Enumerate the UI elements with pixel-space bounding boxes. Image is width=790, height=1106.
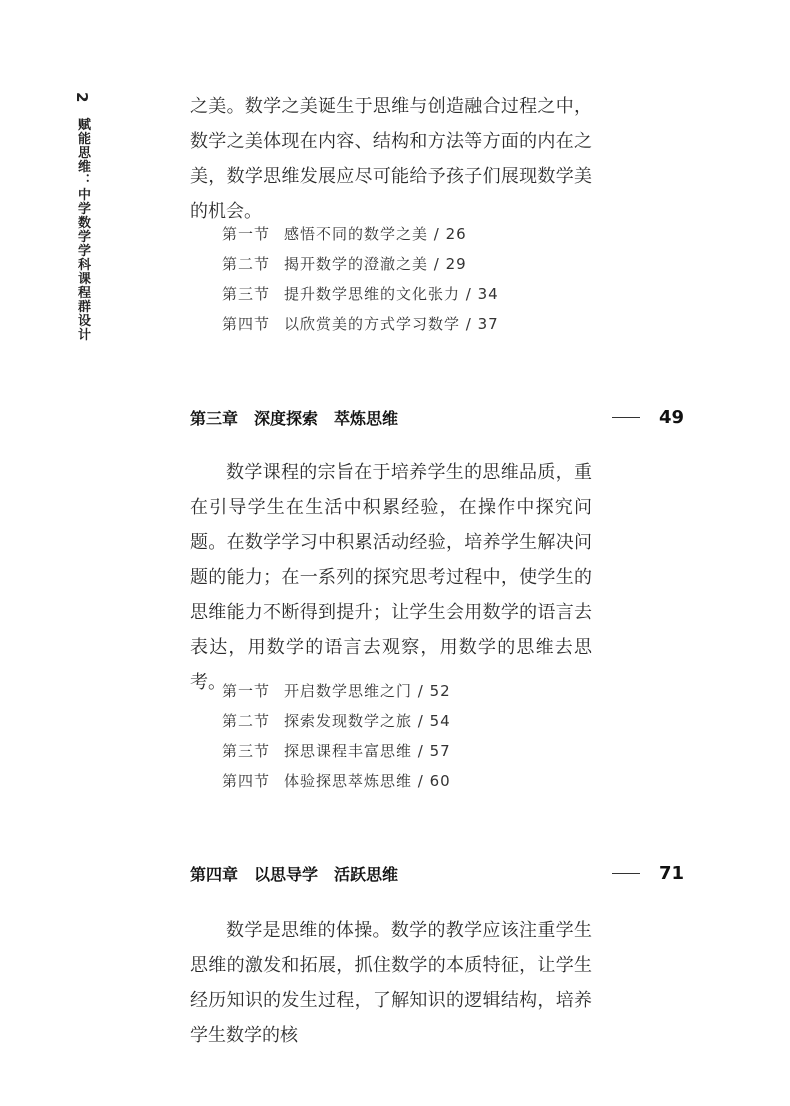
- section-title: 提升数学思维的文化张力 / 34: [284, 285, 499, 303]
- toc-entry[interactable]: [222, 766, 451, 796]
- chapter-page-number: 49: [658, 406, 684, 428]
- section-title: 探索发现数学之旅 / 54: [284, 712, 451, 730]
- chapter-heading-3[interactable]: [190, 402, 684, 432]
- paragraph-beauty-end: 之美。数学之美诞生于思维与创造融合过程之中，数学之美体现在内容、结构和方法等方面的内在之美，数学思维发展应尽可能给予孩子们展现数学美的机会。: [190, 96, 592, 222]
- section-title: 体验探思萃炼思维 / 60: [284, 772, 451, 790]
- section-title: 感悟不同的数学之美 / 26: [284, 225, 467, 243]
- section-label: 第三节: [222, 285, 271, 303]
- toc-entry[interactable]: [222, 219, 499, 249]
- leader-dash: [612, 873, 640, 874]
- section-label: 第四节: [222, 315, 271, 333]
- toc-entry[interactable]: [222, 249, 499, 279]
- section-title: 开启数学思维之门 / 52: [284, 682, 451, 700]
- section-label: 第三节: [222, 742, 271, 760]
- section-label: 第二节: [222, 712, 271, 730]
- paragraph-chapter3-intro: 数学课程的宗旨在于培养学生的思维品质，重在引导学生在生活中积累经验，在操作中探究问题。在数学学习中积累活动经验，培养学生解决问题的能力；在一系列的探究思考过程中，使学生的思维能力不断得到提升；让学生会用数学的语言去表达，用数学的语言去观察，用数学的思维去思考。: [190, 462, 592, 693]
- toc-entry[interactable]: [222, 706, 451, 736]
- toc-entry[interactable]: [222, 279, 499, 309]
- chapter-title: 第四章 以思导学 活跃思维: [190, 864, 399, 884]
- paragraph-chapter4-intro: 数学是思维的体操。数学的教学应该注重学生思维的激发和拓展，抓住数学的本质特征，让学生经历知识的发生过程，了解知识的逻辑结构，培养学生数学的核: [190, 920, 592, 1046]
- chapter-heading-4[interactable]: [190, 858, 684, 888]
- running-head: [62, 92, 92, 341]
- toc-chapter2-sections: [222, 219, 499, 339]
- page-number: 2: [73, 92, 91, 104]
- chapter-page-number: 71: [658, 862, 684, 884]
- section-label: 第一节: [222, 225, 271, 243]
- book-title: 赋能思维：中学数学学科课程群设计: [75, 117, 90, 342]
- section-label: 第四节: [222, 772, 271, 790]
- section-title: 以欣赏美的方式学习数学 / 37: [284, 315, 499, 333]
- toc-entry[interactable]: [222, 676, 451, 706]
- toc-entry[interactable]: [222, 736, 451, 766]
- leader-dash: [612, 417, 640, 418]
- toc-chapter3-sections: [222, 676, 451, 796]
- toc-entry[interactable]: [222, 309, 499, 339]
- section-label: 第二节: [222, 255, 271, 273]
- section-title: 揭开数学的澄澈之美 / 29: [284, 255, 467, 273]
- section-label: 第一节: [222, 682, 271, 700]
- section-title: 探思课程丰富思维 / 57: [284, 742, 451, 760]
- chapter-title: 第三章 深度探索 萃炼思维: [190, 408, 399, 428]
